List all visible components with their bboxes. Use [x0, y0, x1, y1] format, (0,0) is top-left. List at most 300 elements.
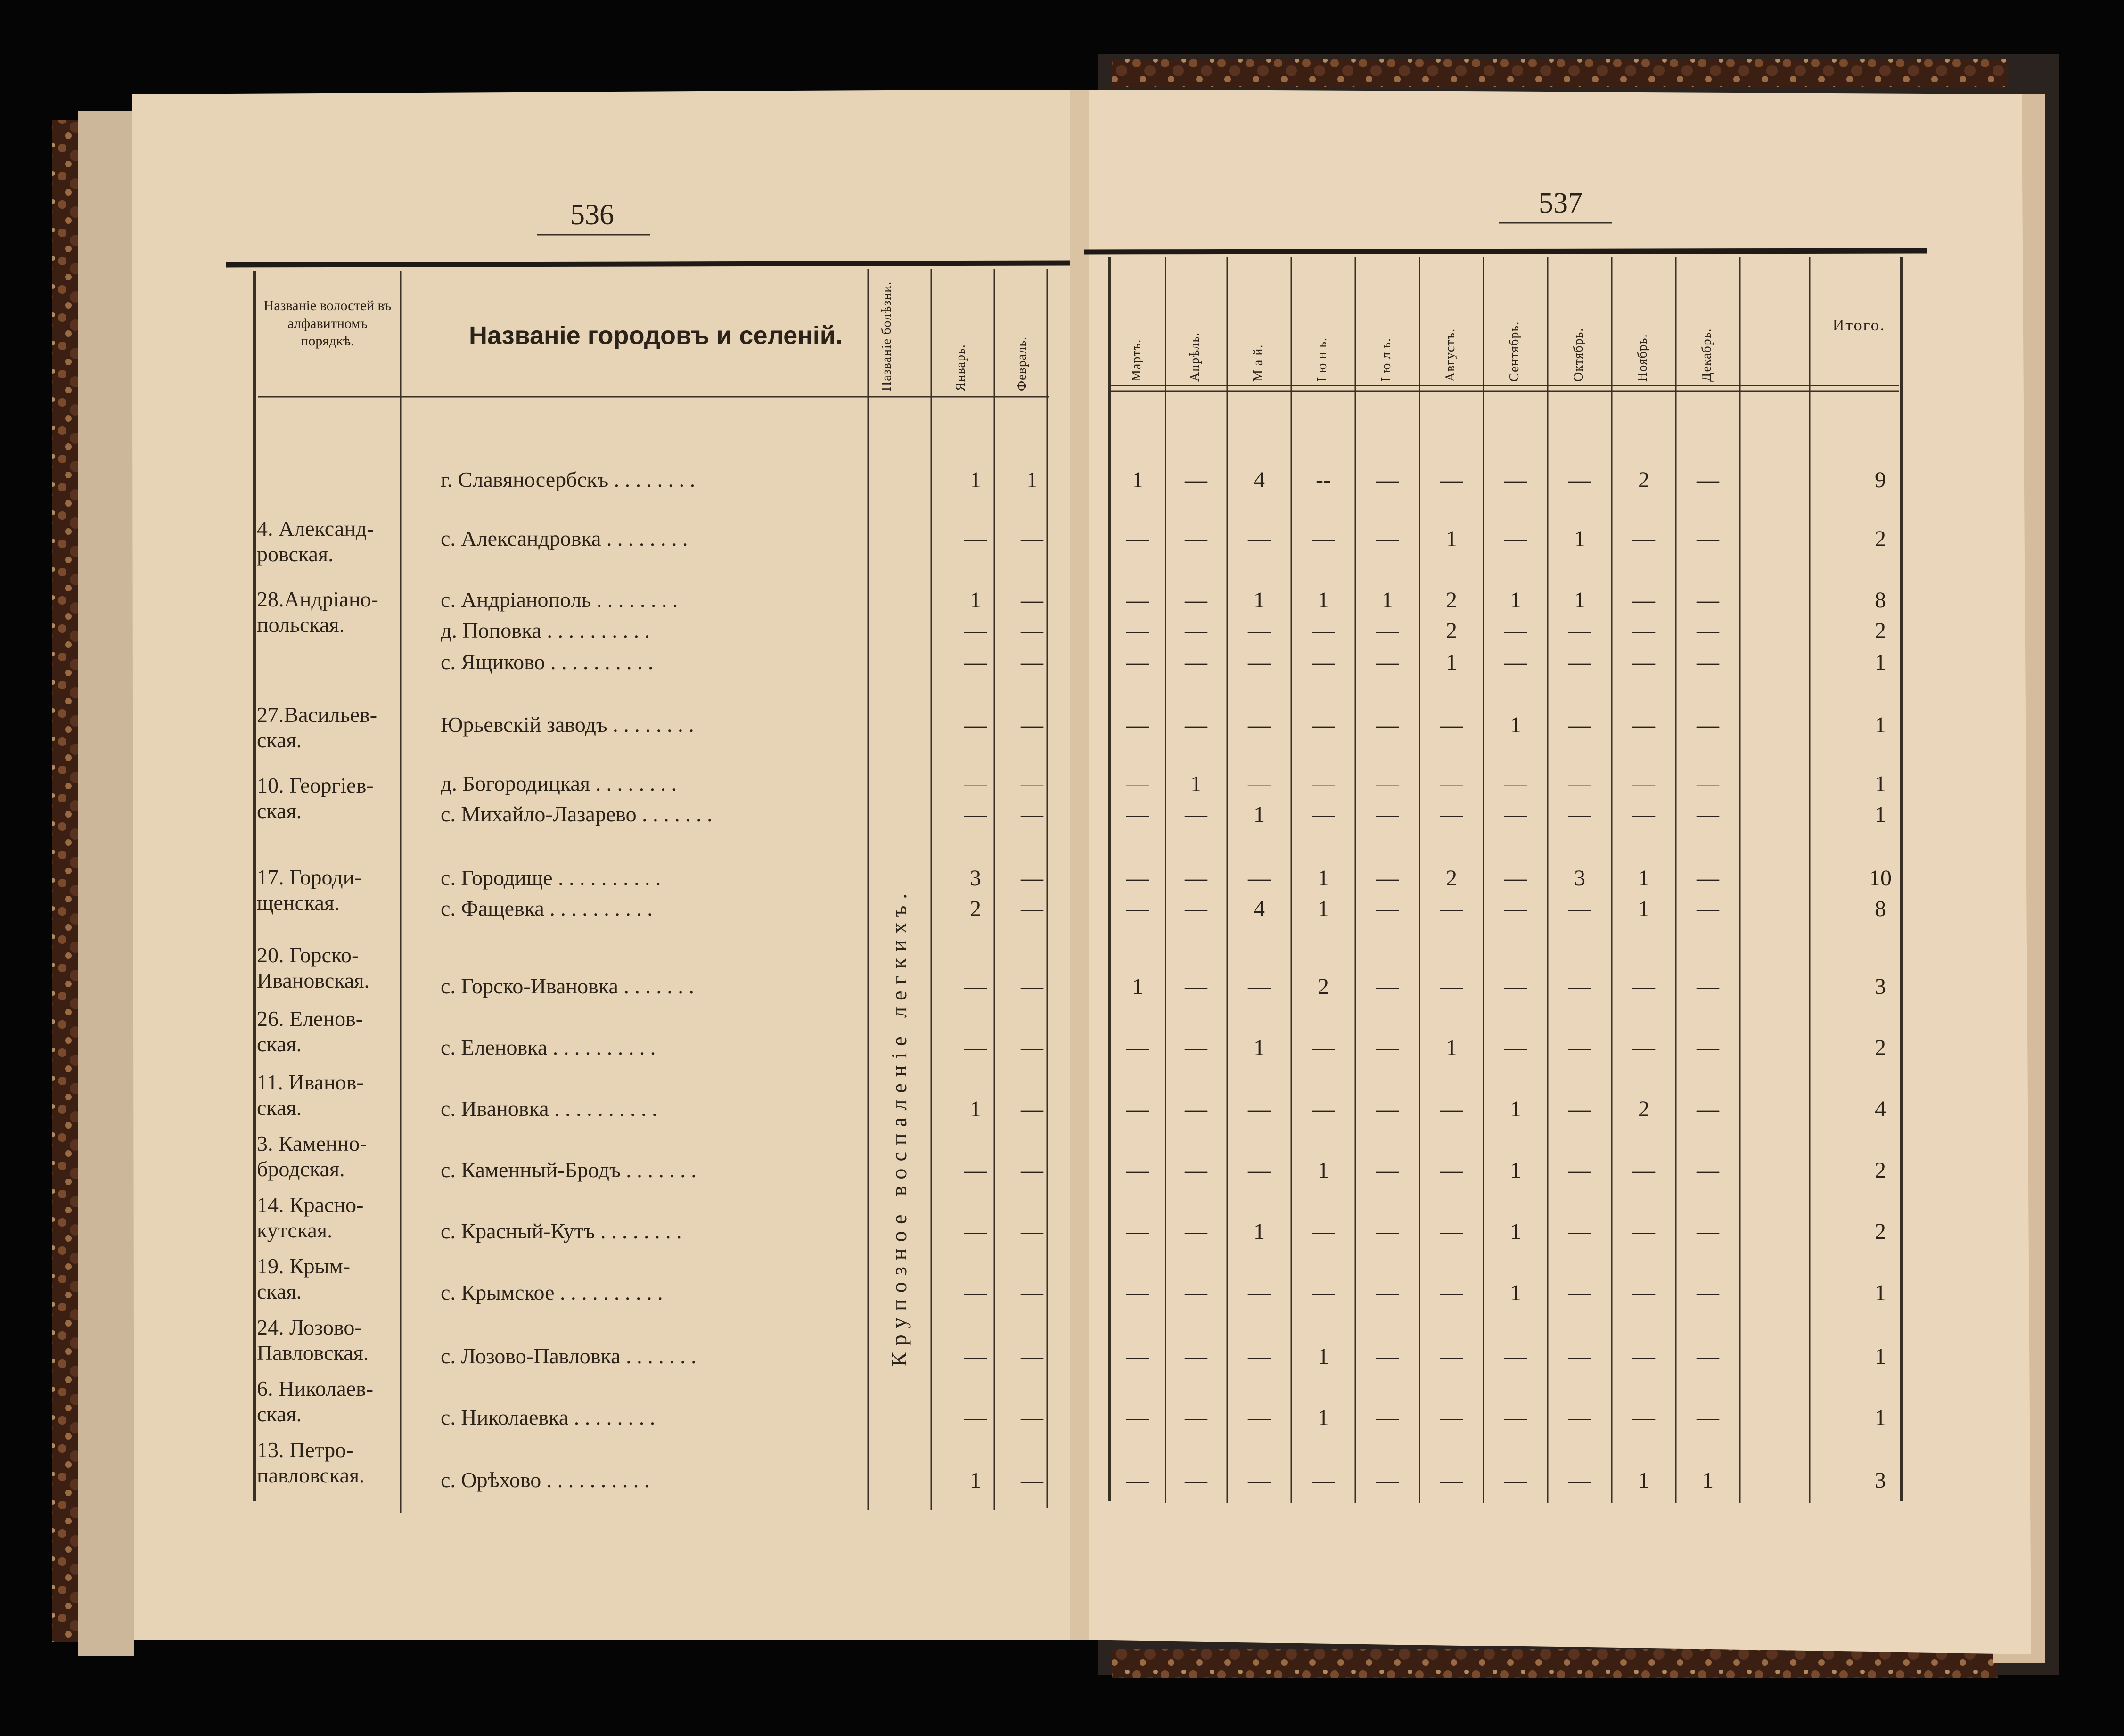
- settlement-name: с. Еленовка . . . . . . . . . .: [441, 1035, 656, 1059]
- cell-month: 1: [1510, 1158, 1521, 1183]
- cell-feb: —: [1021, 866, 1043, 891]
- cell-jan: 1: [970, 467, 981, 492]
- cell-month: —: [1568, 771, 1591, 796]
- cell-month: —: [1440, 1219, 1463, 1244]
- settlement-name: с. Крымское . . . . . . . . . .: [441, 1280, 663, 1304]
- cell-month: —: [1632, 1219, 1655, 1244]
- cell-total: 1: [1875, 1344, 1886, 1369]
- cell-jan: —: [964, 771, 987, 796]
- cell-month: 1: [1510, 1219, 1521, 1244]
- cell-month: —: [1126, 866, 1149, 891]
- cell-total: 1: [1875, 771, 1886, 796]
- cell-month: —: [1376, 526, 1399, 551]
- cell-month: —: [1126, 1280, 1149, 1305]
- top-rule-right: [1084, 251, 1927, 252]
- cell-month: —: [1504, 526, 1527, 551]
- cell-month: 1: [1318, 588, 1329, 613]
- page-number-right: 537: [1539, 187, 1583, 219]
- cell-month: —: [1312, 1468, 1335, 1493]
- cell-month: —: [1185, 1035, 1207, 1060]
- gutter: [1070, 90, 1089, 1640]
- settlement-name: г. Славяносербскъ . . . . . . . .: [441, 467, 696, 491]
- cell-month: —: [1697, 1344, 1719, 1369]
- cell-month: —: [1248, 1280, 1271, 1305]
- cell-month: —: [1185, 1219, 1207, 1244]
- cell-month: —: [1185, 1468, 1207, 1493]
- volost-name: 11. Иванов- ская.: [257, 1070, 364, 1120]
- cell-month: —: [1504, 1035, 1527, 1060]
- cell-feb: —: [1021, 1468, 1043, 1493]
- cell-month: 1: [1638, 896, 1649, 921]
- cell-month: —: [1568, 974, 1591, 999]
- settlement-name: с. Каменный-Бродъ . . . . . . .: [441, 1158, 697, 1182]
- cell-month: —: [1504, 771, 1527, 796]
- cell-total: 1: [1875, 650, 1886, 675]
- cell-month: —: [1185, 974, 1207, 999]
- cell-month: 2: [1446, 618, 1457, 643]
- settlement-name: с. Ивановка . . . . . . . . . .: [441, 1097, 657, 1121]
- cell-month: —: [1697, 1405, 1719, 1430]
- cell-total: 9: [1875, 467, 1886, 492]
- cell-total: 3: [1875, 1468, 1886, 1493]
- cell-jan: —: [964, 802, 987, 827]
- cell-month: —: [1504, 1405, 1527, 1430]
- cell-month: —: [1440, 1344, 1463, 1369]
- cell-month: —: [1568, 1158, 1591, 1183]
- cell-month: —: [1697, 866, 1719, 891]
- cell-month: —: [1312, 650, 1335, 675]
- cell-month: —: [1126, 896, 1149, 921]
- cell-month: —: [1697, 712, 1719, 737]
- cell-month: —: [1376, 650, 1399, 675]
- cell-month: —: [1568, 1280, 1591, 1305]
- cell-jan: —: [964, 618, 987, 643]
- cell-month: --: [1316, 467, 1331, 492]
- header-disease: Названіе болѣзни.: [879, 281, 894, 391]
- cell-month: 1: [1318, 1158, 1329, 1183]
- cell-feb: —: [1021, 1280, 1043, 1305]
- header-month: Мартъ.: [1129, 339, 1144, 382]
- cell-month: 1: [1446, 526, 1457, 551]
- cell-month: —: [1697, 588, 1719, 613]
- cell-month: —: [1440, 896, 1463, 921]
- cell-month: —: [1376, 618, 1399, 643]
- volost-name: 19. Крым- ская.: [257, 1254, 351, 1304]
- cell-month: —: [1185, 1344, 1207, 1369]
- cell-jan: —: [964, 712, 987, 737]
- cell-month: 4: [1254, 896, 1265, 921]
- cell-month: —: [1632, 1280, 1655, 1305]
- cell-total: 2: [1875, 1035, 1886, 1060]
- cell-month: —: [1185, 588, 1207, 613]
- cell-month: 2: [1638, 467, 1649, 492]
- cell-month: —: [1568, 1097, 1591, 1122]
- cell-total: 3: [1875, 974, 1886, 999]
- cell-month: —: [1697, 1035, 1719, 1060]
- cell-jan: 2: [970, 896, 981, 921]
- cell-month: 1: [1254, 1035, 1265, 1060]
- cell-month: —: [1697, 467, 1719, 492]
- cell-month: —: [1440, 1280, 1463, 1305]
- settlement-name: с. Горско-Ивановка . . . . . . .: [441, 974, 694, 998]
- cell-feb: —: [1021, 588, 1043, 613]
- cell-month: —: [1185, 650, 1207, 675]
- settlement-name: д. Богородицкая . . . . . . . .: [441, 771, 677, 795]
- cell-total: 1: [1875, 712, 1886, 737]
- cell-feb: —: [1021, 1035, 1043, 1060]
- cell-month: —: [1632, 802, 1655, 827]
- cell-month: —: [1440, 1468, 1463, 1493]
- cell-month: —: [1568, 467, 1591, 492]
- cell-jan: —: [964, 650, 987, 675]
- header-settlement: Названіе городовъ и селеній.: [469, 321, 843, 350]
- cell-month: 4: [1254, 467, 1265, 492]
- cell-month: —: [1248, 526, 1271, 551]
- cell-month: —: [1126, 1097, 1149, 1122]
- cell-jan: 1: [970, 1097, 981, 1122]
- cell-feb: —: [1021, 771, 1043, 796]
- cell-month: —: [1248, 1405, 1271, 1430]
- cell-month: 1: [1190, 771, 1202, 796]
- settlement-name: с. Михайло-Лазарево . . . . . . .: [441, 802, 713, 826]
- volost-name: 27.Васильев- ская.: [257, 703, 377, 753]
- cell-feb: —: [1021, 974, 1043, 999]
- cell-month: —: [1248, 1158, 1271, 1183]
- settlement-name: с. Фащевка . . . . . . . . . .: [441, 896, 653, 920]
- cell-month: —: [1504, 896, 1527, 921]
- cell-jan: 1: [970, 1468, 981, 1493]
- cell-month: —: [1697, 1280, 1719, 1305]
- header-month: Августъ.: [1443, 328, 1458, 382]
- cell-month: —: [1312, 618, 1335, 643]
- volost-name: 6. Николаев- ская.: [257, 1376, 374, 1426]
- cell-month: —: [1376, 1035, 1399, 1060]
- volost-name: 26. Еленов- ская.: [257, 1007, 363, 1056]
- cell-jan: —: [964, 526, 987, 551]
- cell-month: —: [1312, 802, 1335, 827]
- cell-month: —: [1504, 802, 1527, 827]
- cell-jan: —: [964, 1280, 987, 1305]
- cell-month: —: [1376, 1219, 1399, 1244]
- cell-month: 1: [1510, 712, 1521, 737]
- settlement-name: с. Лозово-Павловка . . . . . . .: [441, 1344, 697, 1368]
- cell-month: —: [1568, 896, 1591, 921]
- header-month: Декабрь.: [1699, 328, 1714, 382]
- cell-month: —: [1440, 712, 1463, 737]
- cell-month: —: [1312, 1097, 1335, 1122]
- cell-month: —: [1248, 1344, 1271, 1369]
- cell-month: —: [1312, 526, 1335, 551]
- cell-month: —: [1632, 526, 1655, 551]
- cell-month: —: [1248, 618, 1271, 643]
- cell-month: —: [1126, 1344, 1149, 1369]
- cell-total: 8: [1875, 588, 1886, 613]
- header-month: Сентябрь.: [1507, 321, 1522, 382]
- cell-month: —: [1248, 866, 1271, 891]
- cell-month: —: [1248, 1468, 1271, 1493]
- top-rule-left: [226, 263, 1070, 265]
- cell-month: —: [1632, 650, 1655, 675]
- cell-month: —: [1568, 802, 1591, 827]
- settlement-name: с. Андріанополь . . . . . . . .: [441, 588, 678, 612]
- cell-month: 1: [1382, 588, 1393, 613]
- cell-month: —: [1632, 1158, 1655, 1183]
- cell-month: —: [1126, 1035, 1149, 1060]
- cell-month: —: [1697, 1097, 1719, 1122]
- cell-month: —: [1126, 771, 1149, 796]
- cell-month: —: [1126, 650, 1149, 675]
- cell-feb: —: [1021, 896, 1043, 921]
- cell-month: —: [1568, 1219, 1591, 1244]
- cell-month: 1: [1318, 1344, 1329, 1369]
- cell-month: —: [1376, 1468, 1399, 1493]
- cell-month: —: [1632, 1344, 1655, 1369]
- cell-feb: 1: [1026, 467, 1038, 492]
- cell-total: 2: [1875, 1219, 1886, 1244]
- cell-month: —: [1697, 771, 1719, 796]
- cell-month: 1: [1254, 1219, 1265, 1244]
- cell-month: —: [1185, 618, 1207, 643]
- cell-month: —: [1376, 1097, 1399, 1122]
- header-month: Апрѣль.: [1188, 332, 1202, 382]
- header-total: Итого.: [1832, 317, 1886, 334]
- cell-month: —: [1185, 866, 1207, 891]
- cell-feb: —: [1021, 650, 1043, 675]
- settlement-name: с. Ящиково . . . . . . . . . .: [441, 650, 654, 674]
- cell-month: 3: [1574, 866, 1585, 891]
- cell-month: —: [1185, 526, 1207, 551]
- cell-month: —: [1312, 1035, 1335, 1060]
- cell-month: —: [1126, 526, 1149, 551]
- cell-feb: —: [1021, 1344, 1043, 1369]
- cell-feb: —: [1021, 526, 1043, 551]
- settlement-name: Юрьевскій заводъ . . . . . . . .: [441, 712, 694, 737]
- volost-name: 17. Городи- щенская.: [257, 865, 362, 915]
- cell-month: —: [1312, 1219, 1335, 1244]
- cell-month: —: [1632, 618, 1655, 643]
- settlement-name: с. Александровка . . . . . . . .: [441, 526, 688, 550]
- cell-month: —: [1126, 1405, 1149, 1430]
- cell-month: 1: [1132, 974, 1143, 999]
- volost-name: 10. Георгіев- ская.: [257, 773, 374, 823]
- cell-month: —: [1376, 1405, 1399, 1430]
- cell-feb: —: [1021, 618, 1043, 643]
- cell-month: —: [1312, 771, 1335, 796]
- cell-month: —: [1248, 771, 1271, 796]
- cell-month: 1: [1254, 802, 1265, 827]
- cell-month: 1: [1318, 896, 1329, 921]
- left-page-block: [78, 111, 134, 1656]
- cell-month: —: [1697, 618, 1719, 643]
- cell-month: —: [1248, 650, 1271, 675]
- cell-month: —: [1697, 896, 1719, 921]
- cell-month: —: [1697, 1219, 1719, 1244]
- cell-month: —: [1376, 1344, 1399, 1369]
- cell-jan: —: [964, 1219, 987, 1244]
- cell-total: 2: [1875, 1158, 1886, 1183]
- cell-month: —: [1632, 771, 1655, 796]
- cell-month: —: [1126, 1158, 1149, 1183]
- cell-month: —: [1632, 588, 1655, 613]
- cell-month: 1: [1702, 1468, 1714, 1493]
- cell-month: 2: [1446, 866, 1457, 891]
- cell-month: —: [1504, 1344, 1527, 1369]
- cell-month: 1: [1318, 866, 1329, 891]
- cell-month: —: [1126, 1468, 1149, 1493]
- cell-month: —: [1376, 771, 1399, 796]
- cell-month: 1: [1638, 866, 1649, 891]
- cell-month: —: [1185, 712, 1207, 737]
- settlement-name: с. Орѣхово . . . . . . . . . .: [441, 1468, 650, 1492]
- cell-month: —: [1312, 712, 1335, 737]
- cell-total: 10: [1869, 866, 1892, 891]
- cell-month: —: [1126, 712, 1149, 737]
- volost-name: 13. Петро- павловская.: [257, 1438, 365, 1488]
- cell-month: 1: [1318, 1405, 1329, 1430]
- cell-month: —: [1185, 802, 1207, 827]
- cell-jan: —: [964, 1344, 987, 1369]
- cell-month: —: [1632, 974, 1655, 999]
- cell-month: —: [1126, 1219, 1149, 1244]
- cell-month: —: [1126, 802, 1149, 827]
- cell-jan: —: [964, 974, 987, 999]
- cell-month: —: [1440, 771, 1463, 796]
- cell-month: —: [1440, 1158, 1463, 1183]
- header-month: І ю л ь.: [1379, 338, 1394, 382]
- volost-name: 4. Александ- ровская.: [257, 516, 374, 566]
- cell-month: —: [1632, 1405, 1655, 1430]
- cell-total: 4: [1875, 1097, 1886, 1122]
- cell-month: —: [1440, 1405, 1463, 1430]
- cell-total: 1: [1875, 1280, 1886, 1305]
- cell-month: —: [1185, 1405, 1207, 1430]
- cell-month: —: [1697, 974, 1719, 999]
- cell-month: —: [1632, 1035, 1655, 1060]
- header-month: І ю н ь.: [1315, 337, 1329, 382]
- marbled-bottom-edge: [1112, 1649, 1998, 1678]
- cell-month: —: [1376, 712, 1399, 737]
- cell-month: —: [1504, 974, 1527, 999]
- cell-month: —: [1248, 1097, 1271, 1122]
- cell-feb: —: [1021, 1097, 1043, 1122]
- cell-month: —: [1376, 467, 1399, 492]
- volost-name: 3. Каменно- бродская.: [257, 1131, 367, 1181]
- cell-month: —: [1376, 1158, 1399, 1183]
- cell-feb: —: [1021, 712, 1043, 737]
- header-month: Октябрь.: [1571, 328, 1586, 382]
- cell-feb: —: [1021, 802, 1043, 827]
- cell-month: 1: [1446, 1035, 1457, 1060]
- cell-month: 1: [1510, 588, 1521, 613]
- cell-month: 1: [1446, 650, 1457, 675]
- cell-month: 1: [1574, 588, 1585, 613]
- settlement-name: с. Николаевка . . . . . . . .: [441, 1405, 656, 1429]
- diagnosis-label: Крупозное воспаленіе легкихъ.: [887, 887, 911, 1367]
- cell-month: —: [1568, 1405, 1591, 1430]
- cell-total: 2: [1875, 618, 1886, 643]
- cell-jan: 3: [970, 866, 981, 891]
- cell-month: —: [1697, 1158, 1719, 1183]
- cell-month: 2: [1446, 588, 1457, 613]
- cell-month: 2: [1318, 974, 1329, 999]
- volost-name: 20. Горско- Ивановская.: [257, 943, 369, 993]
- cell-month: 1: [1574, 526, 1585, 551]
- cell-total: 8: [1875, 896, 1886, 921]
- cell-month: —: [1504, 467, 1527, 492]
- cell-month: —: [1126, 618, 1149, 643]
- cell-month: —: [1568, 712, 1591, 737]
- cell-month: —: [1568, 650, 1591, 675]
- cell-feb: —: [1021, 1158, 1043, 1183]
- cell-feb: —: [1021, 1405, 1043, 1430]
- cell-month: —: [1568, 1035, 1591, 1060]
- cell-month: —: [1376, 1280, 1399, 1305]
- cell-month: —: [1504, 1468, 1527, 1493]
- cell-month: —: [1185, 1280, 1207, 1305]
- cell-month: 1: [1510, 1280, 1521, 1305]
- cell-month: 1: [1254, 588, 1265, 613]
- cell-month: —: [1568, 618, 1591, 643]
- cell-month: —: [1697, 526, 1719, 551]
- cell-month: —: [1185, 1158, 1207, 1183]
- cell-total: 2: [1875, 526, 1886, 551]
- cell-month: 1: [1638, 1468, 1649, 1493]
- cell-month: —: [1440, 467, 1463, 492]
- cell-month: 2: [1638, 1097, 1649, 1122]
- cell-month: —: [1312, 1280, 1335, 1305]
- volost-name: 28.Андріано- польская.: [257, 587, 378, 637]
- cell-month: —: [1376, 974, 1399, 999]
- cell-month: —: [1185, 1097, 1207, 1122]
- volost-name: 14. Красно- кутская.: [257, 1193, 364, 1243]
- header-volost: Названіе волостей въ алфавитномъ порядкѣ.: [263, 298, 392, 349]
- header-month: Ноябрь.: [1635, 334, 1650, 382]
- cell-jan: —: [964, 1405, 987, 1430]
- cell-month: —: [1504, 866, 1527, 891]
- cell-month: —: [1185, 467, 1207, 492]
- cell-jan: 1: [970, 588, 981, 613]
- cell-month: —: [1376, 802, 1399, 827]
- cell-month: —: [1376, 896, 1399, 921]
- header-month: М а й.: [1251, 344, 1265, 382]
- cell-total: 1: [1875, 1405, 1886, 1430]
- cell-month: —: [1440, 1097, 1463, 1122]
- volost-name: 24. Лозово- Павловская.: [257, 1315, 369, 1365]
- settlement-name: с. Городище . . . . . . . . . .: [441, 866, 661, 890]
- cell-month: 1: [1132, 467, 1143, 492]
- header-feb: Февраль.: [1015, 336, 1029, 391]
- page-number-left: 536: [570, 199, 614, 231]
- cell-jan: —: [964, 1035, 987, 1060]
- cell-month: —: [1248, 974, 1271, 999]
- cell-month: —: [1568, 1468, 1591, 1493]
- cell-month: —: [1440, 802, 1463, 827]
- header-jan: Январь.: [953, 344, 968, 391]
- marbled-top-edge: [1112, 59, 2008, 87]
- cell-month: —: [1697, 650, 1719, 675]
- settlement-name: д. Поповка . . . . . . . . . .: [441, 618, 650, 642]
- cell-month: —: [1376, 866, 1399, 891]
- cell-total: 1: [1875, 802, 1886, 827]
- cell-month: —: [1248, 712, 1271, 737]
- cell-month: —: [1697, 802, 1719, 827]
- cell-month: —: [1568, 1344, 1591, 1369]
- cell-month: —: [1185, 896, 1207, 921]
- cell-feb: —: [1021, 1219, 1043, 1244]
- cell-month: —: [1504, 618, 1527, 643]
- cell-month: —: [1632, 712, 1655, 737]
- cell-month: —: [1126, 588, 1149, 613]
